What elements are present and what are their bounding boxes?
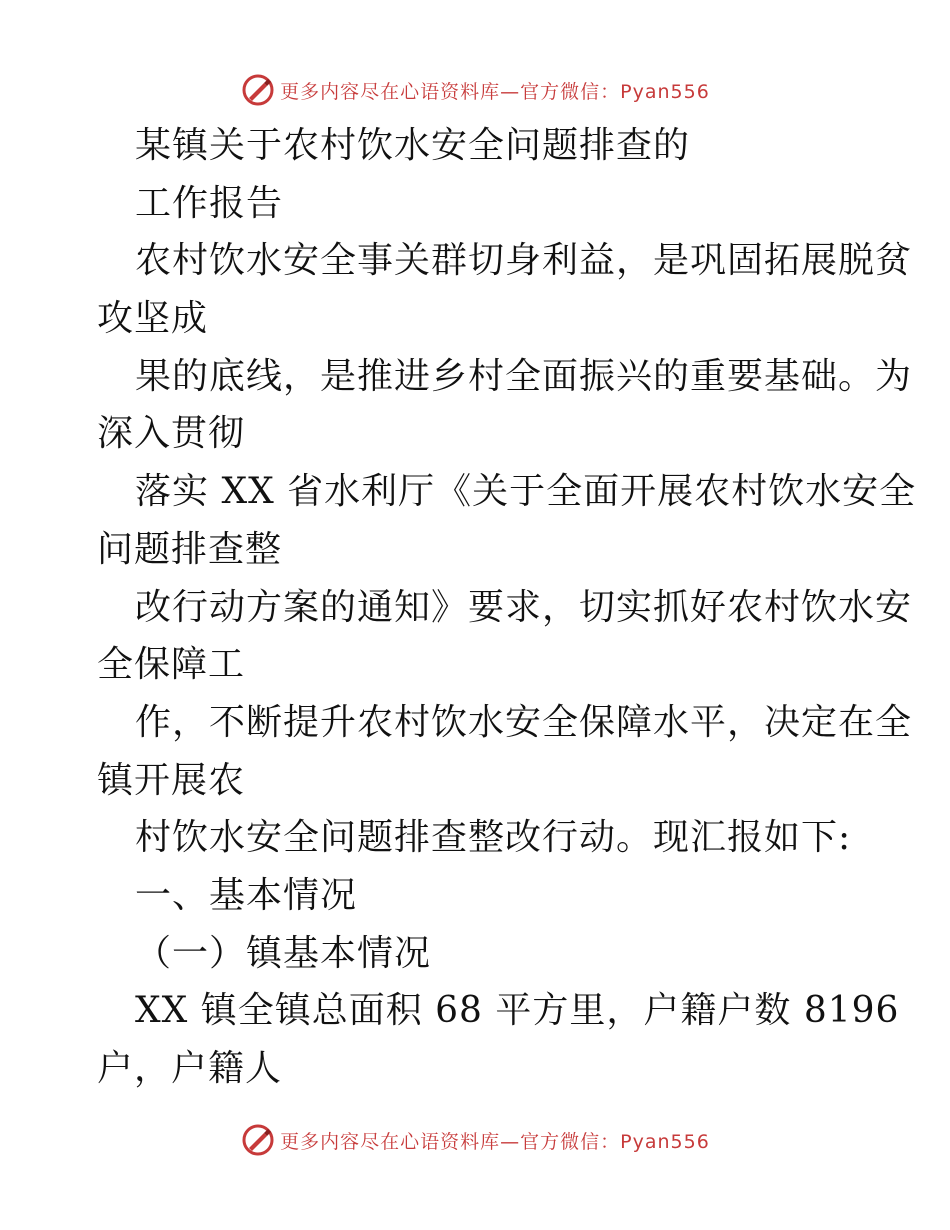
- watermark-text: 更多内容尽在心语资料库—官方微信：Pyan556: [280, 80, 710, 103]
- paragraph-line: XX 镇全镇总面积 68 平方里，户籍户数 8196: [135, 990, 900, 1032]
- paragraph-line: 问题排查整: [97, 528, 283, 570]
- paragraph-line: 攻坚成: [97, 298, 209, 340]
- paragraph-line: 改行动方案的通知》要求，切实抓好农村饮水安: [135, 586, 913, 628]
- title-line-1: 某镇关于农村饮水安全问题排查的: [135, 125, 691, 166]
- paragraph-line: 镇开展农: [97, 759, 246, 801]
- paragraph-line: 村饮水安全问题排查整改行动。现汇报如下:: [135, 817, 852, 859]
- watermark-text: 更多内容尽在心语资料库—官方微信：Pyan556: [280, 1130, 710, 1153]
- pen-logo-icon: [240, 72, 276, 108]
- paragraph-line: 户，户籍人: [97, 1048, 283, 1089]
- paragraph-line: 全保障工: [97, 644, 246, 686]
- pen-logo-icon: [240, 1122, 276, 1158]
- subsection-heading: （一）镇基本情况: [135, 932, 432, 974]
- paragraph-line: 农村饮水安全事关群切身利益，是巩固拓展脱贫: [135, 240, 913, 282]
- title-line-2: 工作报告: [135, 182, 284, 224]
- header-watermark-banner: [0, 68, 950, 112]
- section-heading: 一、基本情况: [135, 874, 358, 916]
- footer-watermark-banner: [0, 1118, 950, 1162]
- paragraph-line: 果的底线，是推进乡村全面振兴的重要基础。为: [135, 355, 913, 397]
- paragraph-line: 作，不断提升农村饮水安全保障水平，决定在全: [135, 701, 913, 743]
- paragraph-line: 落实 XX 省水利厅《关于全面开展农村饮水安全: [135, 471, 917, 513]
- document-body: [97, 117, 917, 1098]
- paragraph-line: 深入贯彻: [97, 413, 246, 455]
